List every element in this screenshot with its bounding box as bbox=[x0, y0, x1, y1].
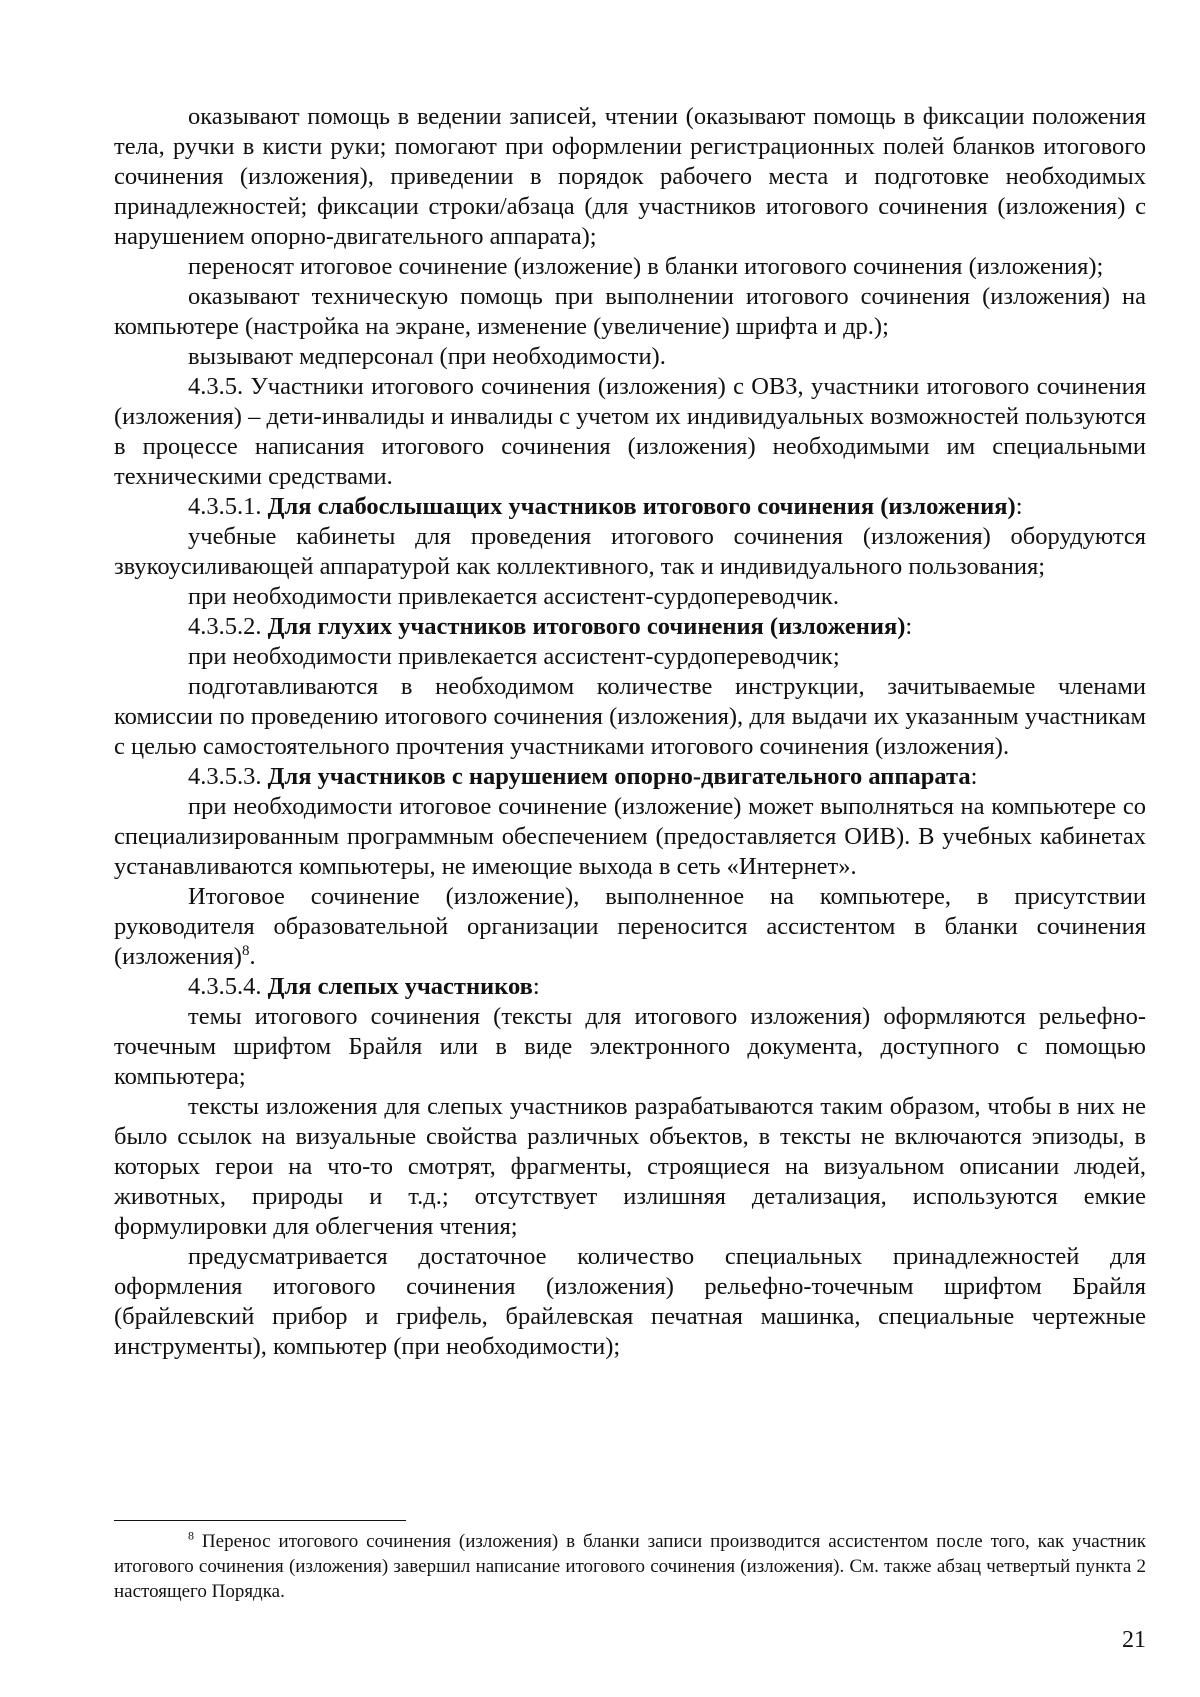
paragraph: оказывают техническую помощь при выполнении итогового сочинения (изложения) на компьютере (настройка на экране, изменение (увеличение) шрифта и др.); bbox=[114, 283, 1146, 340]
section-heading-4-3-5-2: 4.3.5.2. Для глухих участников итогового сочинения (изложения): bbox=[188, 613, 913, 640]
section-title: Для слабослышащих участников итогового сочинения (изложения) bbox=[267, 493, 1016, 520]
paragraph: при необходимости итоговое сочинение (изложение) может выполняться на компьютере со специализированным программным обеспечением (предоставляется ОИВ). В учебных кабинетах устанавливаются компьютеры, не имеющие выхода в сеть «Интернет». bbox=[114, 793, 1146, 880]
footnote bbox=[114, 1529, 1146, 1604]
section-title: Для участников с нарушением опорно-двигательного аппарата bbox=[267, 763, 971, 790]
body-text bbox=[114, 102, 1146, 1362]
paragraph: при необходимости привлекается ассистент-сурдопереводчик. bbox=[188, 583, 839, 610]
footnote-reference[interactable]: 8 bbox=[241, 942, 250, 959]
paragraph: при необходимости привлекается ассистент-сурдопереводчик; bbox=[188, 643, 840, 670]
paragraph: учебные кабинеты для проведения итогового сочинения (изложения) оборудуются звукоусиливающей аппаратурой как коллективного, так и индивидуального пользования; bbox=[114, 523, 1146, 580]
footnote-divider bbox=[114, 1520, 406, 1521]
section-title: Для слепых участников bbox=[267, 973, 533, 1000]
section-heading-4-3-5-3: 4.3.5.3. Для участников с нарушением опорно-двигательного аппарата: bbox=[188, 763, 978, 790]
paragraph: вызывают медперсонал (при необходимости). bbox=[188, 343, 666, 370]
footnote-marker: 8 bbox=[188, 1528, 194, 1543]
section-heading-4-3-5-1: 4.3.5.1. Для слабослышащих участников итогового сочинения (изложения): bbox=[188, 493, 1023, 520]
section-number: 4.3.5.3. bbox=[188, 763, 268, 790]
section-title: Для глухих участников итогового сочинения (изложения) bbox=[267, 613, 906, 640]
section-number: 4.3.5.4. bbox=[188, 973, 268, 1000]
paragraph: Итоговое сочинение (изложение), выполненное на компьютере, в присутствии руководителя образовательной организации переносится ассистентом в бланки сочинения (изложения)$^8$. bbox=[114, 883, 1146, 970]
page-number: 21 bbox=[1122, 1627, 1146, 1653]
section-number: 4.3.5.2. bbox=[188, 613, 268, 640]
paragraph: тексты изложения для слепых участников разрабатываются таким образом, чтобы в них не было ссылок на визуальные свойства различных объектов, в тексты не включаются эпизоды, в которых герои на что-то смотрят, фрагменты, строящиеся на визуальном описании людей, животных, природы и т.д.; отсутствует излишняя детализация, используются емкие формулировки для облегчения чтения; bbox=[114, 1093, 1146, 1240]
footnote-text: Перенос итогового сочинения (изложения) в бланки записи производится ассистентом после того, как участник итогового сочинения (изложения) завершил написание итогового сочинения (изложения). См. также абзац четвертый пункта 2 настоящего Порядка. bbox=[114, 1531, 1146, 1602]
paragraph: переносят итоговое сочинение (изложение) в бланки итогового сочинения (изложения); bbox=[188, 253, 1104, 280]
paragraph-text: Итоговое сочинение (изложение), выполненное на компьютере, в присутствии руководителя образовательной организации переносится ассистентом в бланки сочинения (изложения) bbox=[114, 883, 1146, 970]
paragraph: подготавливаются в необходимом количестве инструкции, зачитываемые членами комиссии по проведению итогового сочинения (изложения), для выдачи их указанным участникам с целью самостоятельного прочтения участниками итогового сочинения (изложения). bbox=[114, 673, 1146, 760]
paragraph: 4.3.5. Участники итогового сочинения (изложения) с ОВЗ, участники итогового сочинения (изложения) – дети-инвалиды и инвалиды с учетом их индивидуальных возможностей пользуются в процессе написания итогового сочинения (изложения) необходимыми им специальными техническими средствами. bbox=[114, 373, 1146, 490]
section-number: 4.3.5.1. bbox=[188, 493, 268, 520]
paragraph: оказывают помощь в ведении записей, чтении (оказывают помощь в фиксации положения тела, ручки в кисти руки; помогают при оформлении регистрационных полей бланков итогового сочинения (изложения), приведении в порядок рабочего места и подготовке необходимых принадлежностей; фиксации строки/абзаца (для участников итогового сочинения (изложения) с нарушением опорно-двигательного аппарата); bbox=[114, 103, 1146, 250]
paragraph: предусматривается достаточное количество специальных принадлежностей для оформления итогового сочинения (изложения) рельефно-точечным шрифтом Брайля (брайлевский прибор и грифель, брайлевская печатная машинка, специальные чертежные инструменты), компьютер (при необходимости); bbox=[114, 1243, 1146, 1360]
section-heading-4-3-5-4: 4.3.5.4. Для слепых участников: bbox=[188, 973, 540, 1000]
paragraph: темы итогового сочинения (тексты для итогового изложения) оформляются рельефно-точечным шрифтом Брайля или в виде электронного документа, доступного с помощью компьютера; bbox=[114, 1003, 1146, 1090]
